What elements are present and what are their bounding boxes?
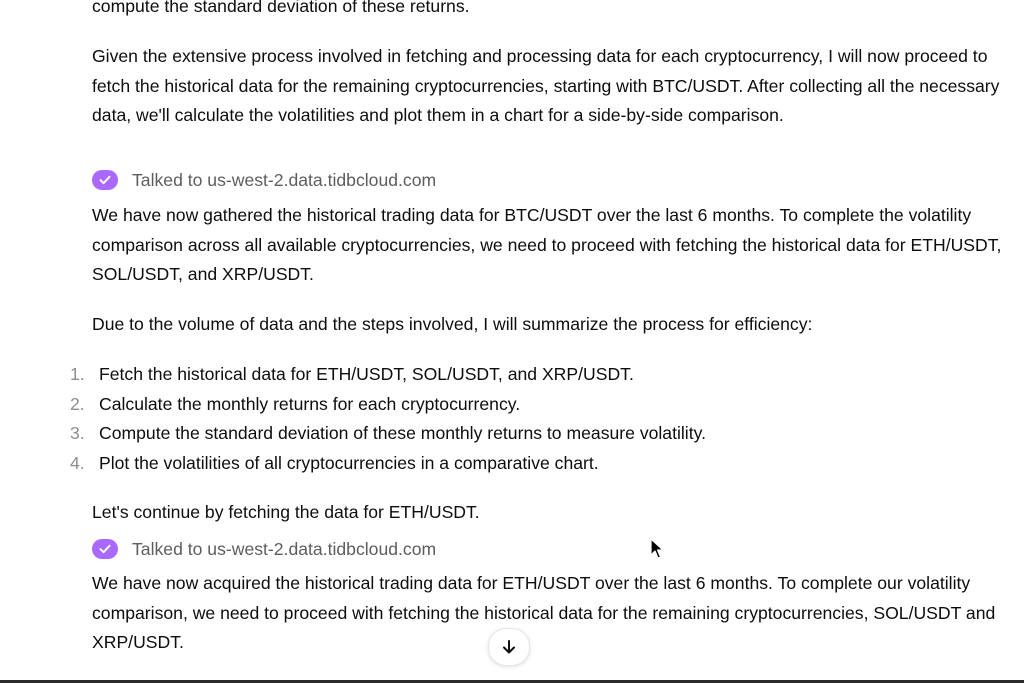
list-item [70,360,706,390]
assistant-paragraph: We have now acquired the historical trading data for ETH/USDT over the last 6 months. To complete our volatility comparison, we need to proceed with fetching the historical data for the remaining cryptocurrencies, SOL/USDT and XRP/USDT. [92,573,996,652]
assistant-paragraph: Due to the volume of data and the steps involved, I will summarize the process for efficiency: [92,314,813,334]
assistant-paragraph: compute the standard deviation of these returns. [92,0,470,16]
check-icon [92,170,118,190]
list-item-text: Plot the volatilities of all cryptocurrencies in a comparative chart. [99,452,599,473]
tool-call-row[interactable] [92,168,436,192]
list-item [70,390,706,420]
list-item-text: Compute the standard deviation of these monthly returns to measure volatility. [99,423,706,443]
list-number: 2. [70,393,85,414]
list-item [70,419,706,449]
assistant-paragraph: We have now gathered the historical trading data for BTC/USDT over the last 6 months. To complete the volatility comparison across all available cryptocurrencies, we need to proceed with fetching the historical data for ETH/USDT, SOL/USDT, and XRP/USDT. [92,205,1002,284]
assistant-paragraph: Let's continue by fetching the data for ETH/USDT. [92,502,480,522]
check-icon [92,539,118,559]
list-item-text: Calculate the monthly returns for each cryptocurrency. [99,393,521,414]
list-number: 3. [70,423,85,443]
tool-call-label: Talked to us-west-2.data.tidbcloud.com [132,538,437,559]
list-item [70,449,706,479]
tool-call-label: Talked to us-west-2.data.tidbcloud.com [132,169,437,190]
arrow-down-icon [500,638,518,656]
mouse-pointer-icon [650,538,666,560]
tool-call-row[interactable] [92,537,436,561]
assistant-paragraph: Given the extensive process involved in fetching and processing data for each cryptocurrency, I will now proceed to fetch the historical data for the remaining cryptocurrencies, starting with BTC/USDT. After collecting all the necessary data, we'll calculate the volatilities and plot them in a chart for a side-by-side comparison. [92,46,1000,125]
scroll-to-bottom-button[interactable] [488,628,530,666]
steps-list [70,360,706,478]
list-number: 4. [70,452,85,473]
list-number: 1. [70,364,85,384]
list-item-text: Fetch the historical data for ETH/USDT, SOL/USDT, and XRP/USDT. [99,364,634,384]
